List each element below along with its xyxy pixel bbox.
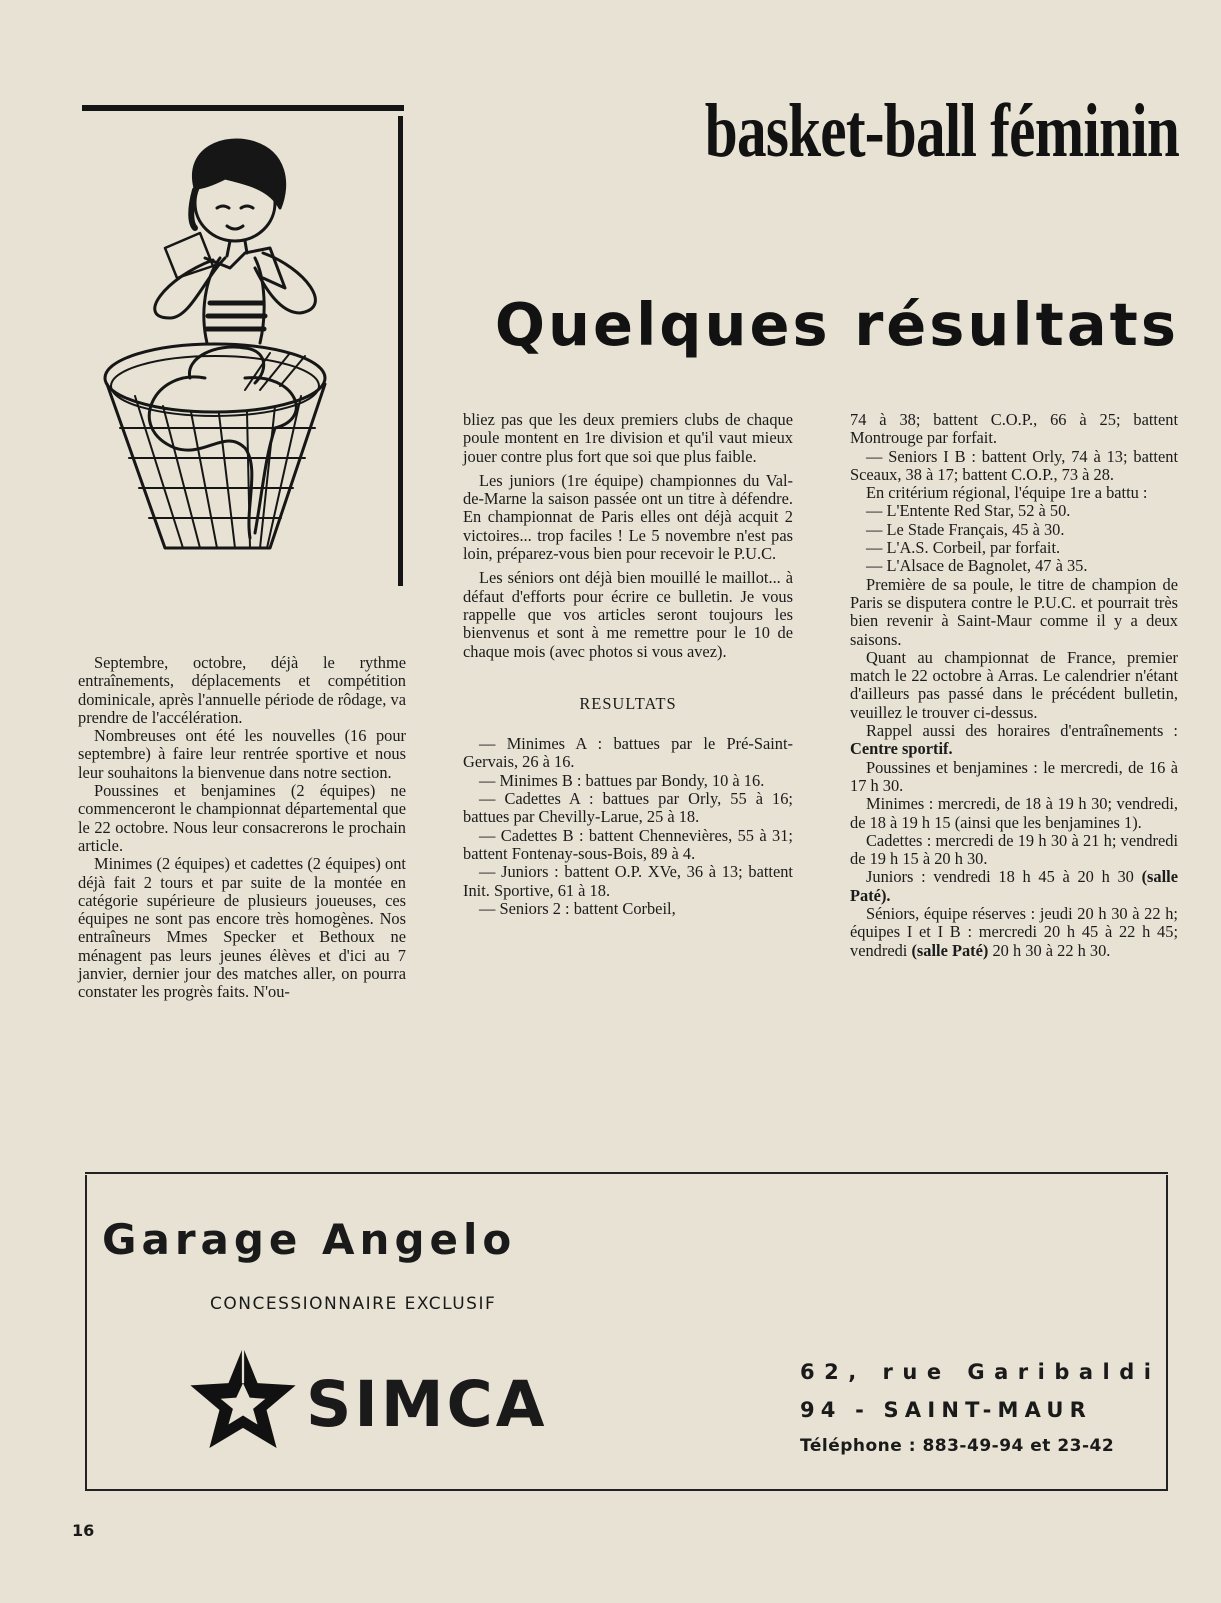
schedule-line-seniors xyxy=(850,905,1178,960)
advert-subtitle: CONCESSIONNAIRE EXCLUSIF xyxy=(210,1294,497,1314)
paragraph: Première de sa poule, le titre de champion de Paris se disputera contre le P.U.C. et pourrait très bien revenir à Saint-Maur comme il y a deux saisons. xyxy=(850,574,1178,649)
result-line: — Minimes A : battues par le Pré-Saint-Gervais, 26 à 16. xyxy=(463,734,793,772)
paragraph: Quant au championnat de France, premier match le 22 octobre à Arras. Le calendrier n'étant d'ailleurs pas passé dans le précédent bulletin, veuillez le trouver ci-dessus. xyxy=(850,647,1178,722)
result-line: — Cadettes A : battues par Orly, 55 à 16; battues par Chevilly-Larue, 25 à 18. xyxy=(463,789,793,827)
headline: Quelques résultats xyxy=(494,290,1179,359)
advert-address-line2: 94 - SAINT-MAUR xyxy=(800,1398,1093,1422)
schedule-intro xyxy=(850,722,1178,759)
schedule-line: Cadettes : mercredi de 19 h 30 à 21 h; vendredi de 19 h 15 à 20 h 30. xyxy=(850,830,1178,869)
advert-phone: Téléphone : 883-49-94 et 23-42 xyxy=(800,1436,1115,1456)
result-line: — L'A.S. Corbeil, par forfait. xyxy=(866,538,1061,558)
article-column-1 xyxy=(78,654,406,1002)
schedule-line: Minimes : mercredi, de 18 à 19 h 30; vendredi, de 18 à 19 h 15 (ainsi que les benjamines 1). xyxy=(850,794,1178,832)
result-line: — Seniors 2 : battent Corbeil, xyxy=(479,898,676,918)
schedule-line: Poussines et benjamines : le mercredi, de 16 à 17 h 30. xyxy=(850,757,1178,795)
seniors-text-b: 20 h 30 à 22 h 30. xyxy=(992,940,1111,960)
section-title: basket-ball féminin xyxy=(704,89,1179,173)
advert-address-line1: 62, rue Garibaldi xyxy=(800,1360,1161,1384)
result-line: 74 à 38; battent C.O.P., 66 à 25; battent Montrouge par forfait. xyxy=(850,410,1178,448)
paragraph: Poussines et benjamines (2 équipes) ne commenceront le championnat départemental que le 22 octobre. Nous leur consacrerons le prochain article. xyxy=(78,781,406,855)
result-line: — Juniors : battent O.P. XVe, 36 à 13; battent Init. Sportive, 61 à 18. xyxy=(463,862,793,900)
results-heading: RESULTATS xyxy=(579,693,677,713)
juniors-text: Juniors : vendredi 18 h 45 à 20 h 30 xyxy=(866,867,1134,887)
advert-top-rule xyxy=(85,1172,1168,1174)
paragraph: En critérium régional, l'équipe 1re a battu : xyxy=(866,483,1148,503)
schedule-intro-text: Rappel aussi des horaires d'entraînements : xyxy=(866,721,1178,741)
result-line: — Minimes B : battues par Bondy, 10 à 16. xyxy=(479,770,765,790)
result-line: — L'Alsace de Bagnolet, 47 à 35. xyxy=(866,556,1088,576)
paragraph: Septembre, octobre, déjà le rythme entraînements, déplacements et compétition dominicale, après l'annuelle période de rôdage, va prendre de l'accélération. xyxy=(78,653,406,727)
simca-star-logo-icon xyxy=(187,1345,299,1457)
paragraph: Minimes (2 équipes) et cadettes (2 équipes) ont déjà fait 2 tours et par suite de la montée en catégorie supérieure de plusieurs joueuses, ces équipes ne sont pas encore très homogènes. Nos entraîneurs Mmes Specker et Bethoux ne ménagent pas leurs jeunes élèves et d'ici au 7 janvier, dernier jour des matches aller, on pourra constater les progrès faits. N'ou- xyxy=(78,854,406,1002)
page-number: 16 xyxy=(72,1521,95,1540)
paragraph: bliez pas que les deux premiers clubs de chaque poule montent en 1re division et qu'il vaut mieux jouer contre plus fort que soi que plus faible. xyxy=(463,410,793,466)
result-line: — Le Stade Français, 45 à 30. xyxy=(866,519,1065,539)
paragraph: Nombreuses ont été les nouvelles (16 pour septembre) à faire leur rentrée sportive et nous leur souhaitons la bienvenue dans notre section. xyxy=(78,726,406,782)
schedule-line-juniors xyxy=(850,868,1178,905)
result-line: — Seniors I B : battent Orly, 74 à 13; battent Sceaux, 38 à 17; battent C.O.P., 73 à 28. xyxy=(850,446,1178,484)
advert-garage-name: Garage Angelo xyxy=(102,1215,517,1264)
paragraph: Les séniors ont déjà bien mouillé le maillot... à défaut d'efforts pour écrire ce bulletin. Je vous rappelle que vos articles seront toujours les bienvenus et sont à me remettre pour le 10 de chaque mois (avec photos si vous avez). xyxy=(463,568,793,661)
advert-brand: SIMCA xyxy=(306,1368,548,1441)
illustration-frame-right xyxy=(398,116,403,586)
article-column-3 xyxy=(850,411,1178,960)
seniors-place: (salle Paté) xyxy=(911,940,989,960)
result-line: — Cadettes B : battent Chennevières, 55 à 31; battent Fontenay-sous-Bois, 89 à 4. xyxy=(463,825,793,863)
illustration-frame-top xyxy=(82,105,404,111)
schedule-place: Centre sportif. xyxy=(850,739,953,759)
article-column-2 xyxy=(463,411,793,918)
juniors-place: (salle Paté). xyxy=(850,867,1178,905)
paragraph: Les juniors (1re équipe) championnes du Val-de-Marne la saison passée ont un titre à défendre. En championnat de Paris elles ont déjà acquit 2 victoires... trop faciles ! Le 5 novembre n'est pas loin, préparez-vous bien pour recevoir le P.U.C. xyxy=(463,470,793,564)
result-line: — L'Entente Red Star, 52 à 50. xyxy=(866,501,1071,521)
illustration-girl-on-basket xyxy=(95,128,395,598)
seniors-text-a: Séniors, équipe réserves : jeudi 20 h 30 à 22 h; équipes I et I B : mercredi 20 h 45 à 22 h 45; vendredi xyxy=(850,904,1178,960)
